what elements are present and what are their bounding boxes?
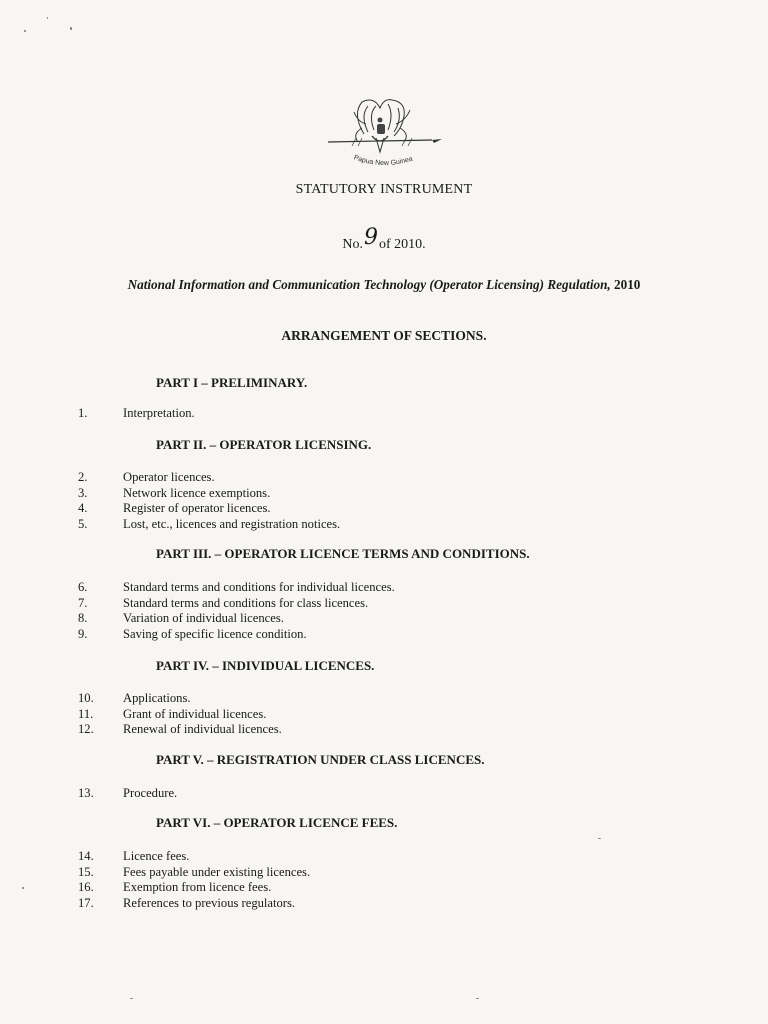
part-heading: PART II. – OPERATOR LICENSING. — [156, 437, 372, 452]
section-number: 15. — [78, 864, 94, 879]
document-heading: STATUTORY INSTRUMENT — [295, 182, 473, 197]
scan-speck — [598, 838, 601, 839]
section-number: 11. — [78, 706, 94, 721]
section-number: 5. — [78, 516, 88, 531]
section-number: 12. — [78, 722, 94, 737]
part-heading: PART VI. – OPERATOR LICENCE FEES. — [156, 815, 398, 830]
section-number: 6. — [78, 580, 88, 594]
section-title: Fees payable under existing licences. — [123, 864, 311, 879]
section-number: 17. — [78, 895, 94, 910]
section-title: Register of operator licences. — [123, 501, 271, 516]
section-title: Standard terms and conditions for class licences. — [123, 595, 369, 610]
section-title: Standard terms and conditions for individual licences. — [123, 580, 395, 594]
handwritten-number: 9 — [363, 225, 378, 250]
section-number: 14. — [78, 849, 94, 863]
section-title: Applications. — [123, 691, 191, 705]
scan-speck — [476, 998, 479, 999]
part-heading: PART V. – REGISTRATION UNDER CLASS LICENCES. — [156, 752, 485, 767]
scan-speck — [70, 27, 72, 30]
section-number: 1. — [78, 406, 88, 420]
part-heading: PART I – PRELIMINARY. — [156, 375, 308, 390]
section-title: Licence fees. — [123, 849, 190, 863]
section-title: Grant of individual licences. — [123, 706, 267, 721]
regulation-name: National Information and Communication Technology (Operator Licensing) Regulation, — [127, 277, 611, 292]
section-title: Renewal of individual licences. — [123, 722, 282, 737]
section-number: 8. — [78, 611, 88, 626]
section-title: Network licence exemptions. — [123, 485, 271, 500]
section-number: 16. — [78, 880, 94, 895]
section-title: Interpretation. — [123, 406, 195, 420]
regulation-title — [0, 277, 768, 293]
section-title: Variation of individual licences. — [123, 611, 284, 626]
number-prefix: No. — [342, 237, 363, 252]
regulation-year: 2010 — [614, 277, 641, 292]
section-title: References to previous regulators. — [123, 895, 296, 910]
part-heading: PART IV. – INDIVIDUAL LICENCES. — [156, 658, 375, 673]
section-title: Exemption from licence fees. — [123, 880, 272, 895]
section-title: Operator licences. — [123, 470, 215, 484]
arrangement-heading: ARRANGEMENT OF SECTIONS. — [281, 328, 487, 343]
section-number: 3. — [78, 485, 88, 500]
section-number: 7. — [78, 595, 88, 610]
scan-speck — [22, 887, 24, 889]
section-title: Saving of specific licence condition. — [123, 626, 307, 641]
part-heading: PART III. – OPERATOR LICENCE TERMS AND CONDITIONS. — [156, 546, 530, 561]
section-number: 4. — [78, 501, 88, 516]
section-number: 9. — [78, 626, 88, 641]
section-number: 13. — [78, 786, 94, 800]
scan-speck — [47, 17, 48, 19]
crest-caption — [340, 152, 430, 176]
section-number: 2. — [78, 470, 88, 484]
section-title: Lost, etc., licences and registration notices. — [123, 516, 341, 531]
instrument-number — [0, 225, 768, 254]
scan-speck — [130, 998, 133, 999]
scan-speck — [24, 30, 26, 32]
svg-text:Papua New Guinea: Papua New Guinea — [352, 154, 414, 168]
section-number: 10. — [78, 691, 94, 705]
number-suffix: of 2010. — [378, 237, 426, 252]
section-title: Procedure. — [123, 786, 178, 800]
